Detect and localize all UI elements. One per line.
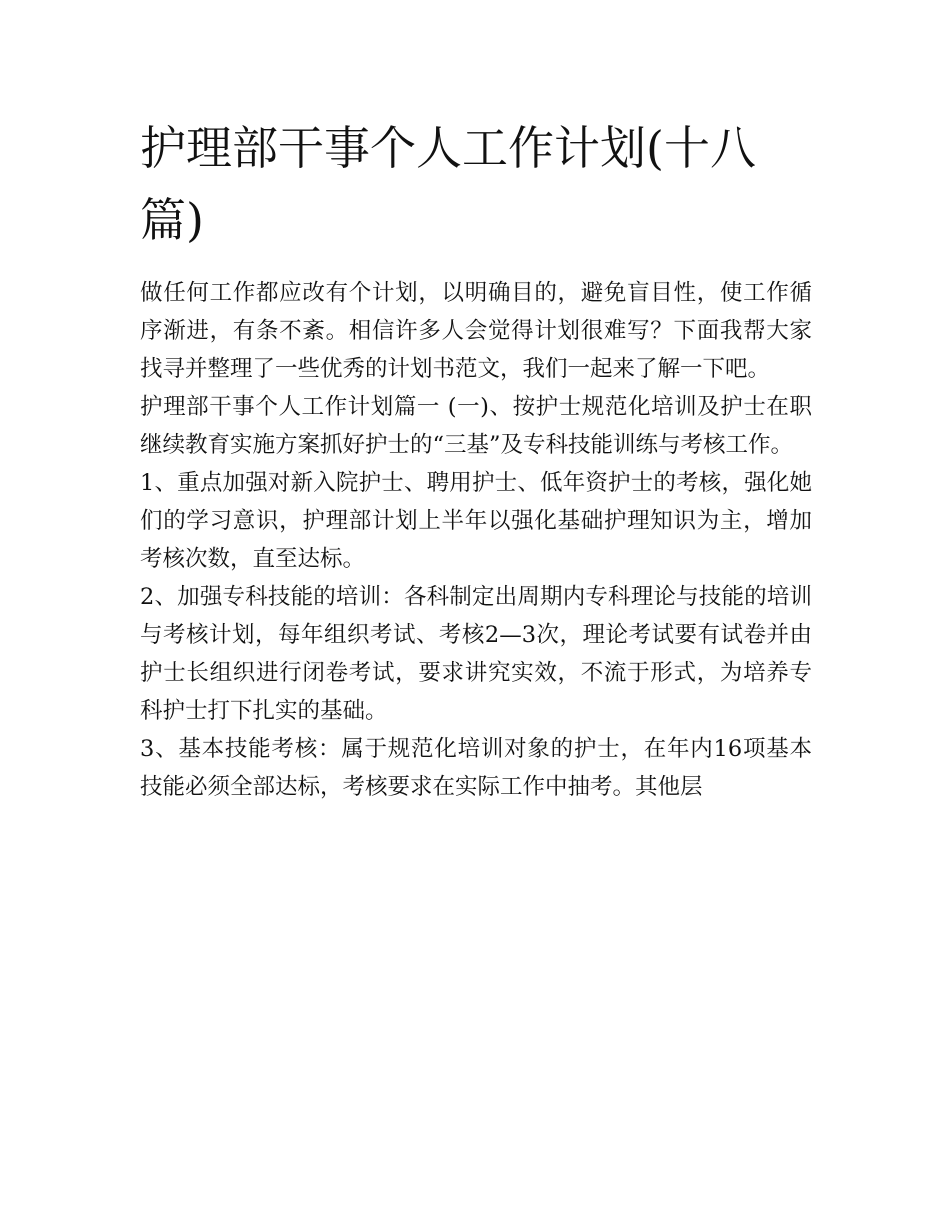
document-content xyxy=(140,112,812,806)
paragraph-item-2: 2、加强专科技能的培训：各科制定出周期内专科理论与技能的培训与考核计划，每年组织考试、考核2—3次，理论考试要有试卷并由护士长组织进行闭卷考试，要求讲究实效，不流于形式，为培养专科护士打下扎实的基础。 xyxy=(140,584,812,724)
paragraph-item-1: 1、重点加强对新入院护士、聘用护士、低年资护士的考核，强化她们的学习意识，护理部计划上半年以强化基础护理知识为主，增加考核次数，直至达标。 xyxy=(140,470,812,572)
paragraph-intro: 做任何工作都应改有个计划，以明确目的，避免盲目性，使工作循序渐进，有条不紊。相信许多人会觉得计划很难写？下面我帮大家找寻并整理了一些优秀的计划书范文，我们一起来了解一下吧。 xyxy=(140,280,812,382)
document-title: 护理部干事个人工作计划(十八篇) xyxy=(140,121,756,247)
paragraph-item-3: 3、基本技能考核：属于规范化培训对象的护士，在年内16项基本技能必须全部达标，考核要求在实际工作中抽考。其他层 xyxy=(140,736,812,800)
paragraph-section-one: 护理部干事个人工作计划篇一 (一)、按护士规范化培训及护士在职继续教育实施方案抓好护士的“三基”及专科技能训练与考核工作。 xyxy=(140,394,812,458)
